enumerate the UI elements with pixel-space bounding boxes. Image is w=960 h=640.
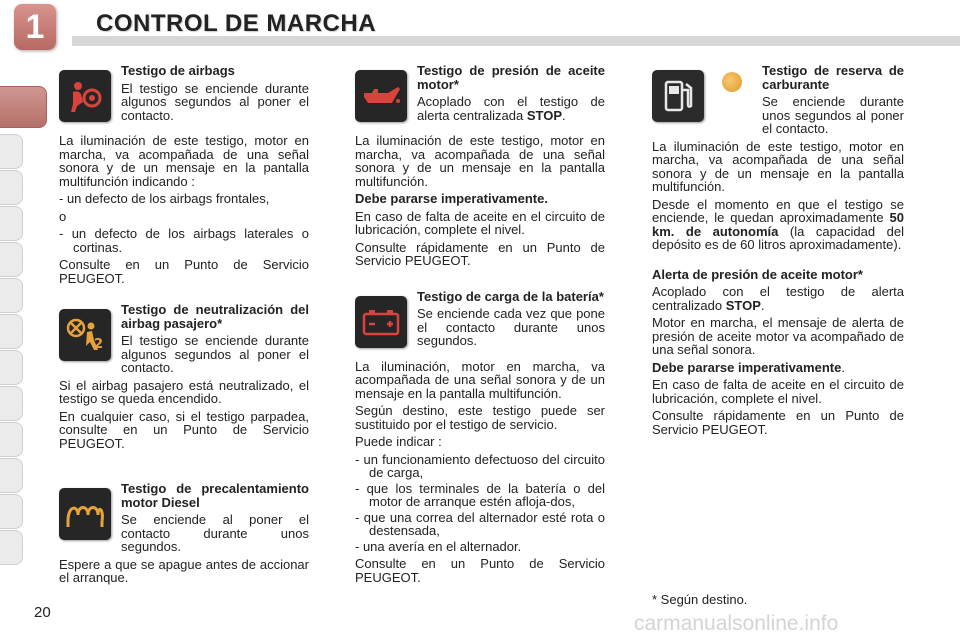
- diesel-preheat-title: Testigo de precalentamiento motor Diesel: [121, 481, 309, 510]
- chapter-tab-10[interactable]: [0, 422, 23, 457]
- oil-pressure-text: Acoplado con el testigo de alerta centralizada STOP.: [417, 94, 605, 123]
- battery-charge-title: Testigo de carga de la batería*: [417, 288, 604, 304]
- column-1: [59, 64, 309, 589]
- chapter-tab-6[interactable]: [0, 278, 23, 313]
- battery-charge-consult: Consulte en un Punto de Servicio PEUGEOT.: [355, 556, 605, 585]
- oil-alert-consult: Consulte rápidamente en un Punto de Servicio PEUGEOT.: [652, 408, 904, 437]
- svg-text:2: 2: [94, 337, 104, 352]
- airbag-warning-title: Testigo de airbags: [121, 63, 235, 78]
- airbag-paragraph: La iluminación de este testigo, motor en marcha, va acompañada de una señal sonora y de un mensaje en la pantalla multifunción indicando :: [59, 133, 309, 189]
- fuel-reserve-text: Se enciende durante unos segundos al poner el contacto.: [762, 94, 904, 136]
- chapter-tab-1[interactable]: [0, 86, 47, 128]
- chapter-tab-5[interactable]: [0, 242, 23, 277]
- oil-pressure-paragraph: La iluminación de este testigo, motor en marcha, va acompañada de una señal sonora y de un mensaje en la pantalla multifunción.: [355, 133, 605, 189]
- airbag-or: o: [59, 208, 67, 224]
- passenger-airbag-text: El testigo se enciende durante algunos segundos al poner el contacto.: [121, 333, 309, 375]
- airbag-consult: Consulte en un Punto de Servicio PEUGEOT.: [59, 257, 309, 286]
- passenger-airbag-paragraph: Si el airbag pasajero está neutralizado, el testigo se queda encendido.: [59, 377, 309, 406]
- chapter-tab-9[interactable]: [0, 386, 23, 421]
- amber-indicator-icon: [722, 72, 742, 92]
- fuel-reserve-paragraph: La iluminación de este testigo, motor en marcha, va acompañada de una señal sonora y de un mensaje en la pantalla multifunción.: [652, 138, 904, 194]
- airbag-warning-text: El testigo se enciende durante algunos segundos al poner el contacto.: [121, 80, 309, 123]
- oil-can-icon: [355, 70, 407, 122]
- chapter-tab-11[interactable]: [0, 458, 23, 493]
- fuel-reserve-title: Testigo de reserva de carburante: [762, 63, 904, 92]
- chapter-tabs: [0, 58, 40, 578]
- page-number: 20: [34, 604, 51, 621]
- page-header: [0, 0, 960, 56]
- chapter-tab-13[interactable]: [0, 530, 23, 565]
- oil-pressure-stop-notice: Debe pararse imperativamente.: [355, 191, 548, 206]
- fuel-reserve-section: [652, 64, 904, 136]
- passenger-airbag-title: Testigo de neutralización del airbag pasajero*: [121, 302, 309, 331]
- airbag-warning-section: [59, 64, 309, 130]
- footnote: * Según destino.: [652, 592, 748, 607]
- chapter-tab-7[interactable]: [0, 314, 23, 349]
- page-title: CONTROL DE MARCHA: [96, 10, 377, 37]
- oil-alert-message: Motor en marcha, el mensaje de alerta de presión de aceite motor va acompañado de una señal sonora.: [652, 315, 904, 357]
- fuel-pump-icon: [652, 70, 704, 122]
- passenger-airbag-off-icon: [59, 309, 111, 361]
- list-item: - una avería en el alternador.: [355, 538, 522, 554]
- oil-pressure-level: En caso de falta de aceite en el circuito de lubricación, complete el nivel.: [355, 208, 605, 237]
- diesel-preheat-section: [59, 482, 309, 554]
- oil-alert-coupled: Acoplado con el testigo de alerta centralizado STOP.: [652, 284, 904, 313]
- battery-causes-list: [355, 453, 605, 554]
- list-item: - un defecto de los airbags frontales,: [59, 191, 270, 206]
- chapter-tab-4[interactable]: [0, 206, 23, 241]
- airbag-warning-icon: [59, 70, 111, 122]
- oil-pressure-title: Testigo de presión de aceite motor*: [417, 63, 605, 92]
- chapter-tab-3[interactable]: [0, 170, 23, 205]
- list-item: - un funcionamiento defectuoso del circuito de carga,: [355, 451, 605, 480]
- battery-charge-paragraph: La iluminación, motor en marcha, va acompañada de una señal sonora y de un mensaje en la pantalla multifunción.: [355, 358, 605, 401]
- list-item: - que una correa del alternador esté rota o destensada,: [355, 509, 605, 538]
- battery-charge-can-indicate: Puede indicar :: [355, 434, 442, 449]
- passenger-airbag-section: [59, 303, 309, 375]
- battery-charge-section: [355, 290, 605, 356]
- column-2: [355, 64, 605, 588]
- oil-alert-title: Alerta de presión de aceite motor*: [652, 266, 863, 282]
- preheat-coil-icon: [59, 488, 111, 540]
- oil-pressure-section: [355, 64, 605, 130]
- airbag-defect-list-2: [59, 227, 309, 254]
- list-item: - un defecto de los airbags laterales o cortinas.: [59, 226, 309, 255]
- battery-charge-text: Se enciende cada vez que pone el contacto durante unos segundos.: [417, 306, 605, 348]
- watermark: carmanualsonline.info: [634, 612, 839, 635]
- airbag-defect-list: [59, 192, 309, 206]
- oil-alert-level: En caso de falta de aceite en el circuito de lubricación, complete el nivel.: [652, 377, 904, 406]
- column-3: [652, 64, 904, 440]
- oil-pressure-consult: Consulte rápidamente en un Punto de Servicio PEUGEOT.: [355, 239, 605, 268]
- diesel-preheat-paragraph: Espere a que se apague antes de accionar el arranque.: [59, 556, 309, 585]
- chapter-tab-2[interactable]: [0, 134, 23, 169]
- oil-alert-stop-notice: Debe pararse imperativamente.: [652, 359, 845, 375]
- list-item: - que los terminales de la batería o del motor de arranque estén afloja-dos,: [355, 480, 606, 509]
- diesel-preheat-text: Se enciende al poner el contacto durante unos segundos.: [121, 512, 309, 554]
- battery-icon: [355, 296, 407, 348]
- chapter-tab-8[interactable]: [0, 350, 23, 385]
- battery-charge-substitute: Según destino, este testigo puede ser sustituido por el testigo de servicio.: [355, 403, 605, 432]
- fuel-reserve-autonomy: Desde el momento en que el testigo se enciende, le quedan aproximadamente 50 km. de autonomía (la capacidad del depósito es de 60 litros aproximadamente).: [652, 196, 904, 252]
- passenger-airbag-consult: En cualquier caso, si el testigo parpadea, consulte en un Punto de Servicio PEUGEOT.: [59, 408, 309, 451]
- chapter-tab-12[interactable]: [0, 494, 23, 529]
- chapter-number-badge: 1: [14, 4, 56, 50]
